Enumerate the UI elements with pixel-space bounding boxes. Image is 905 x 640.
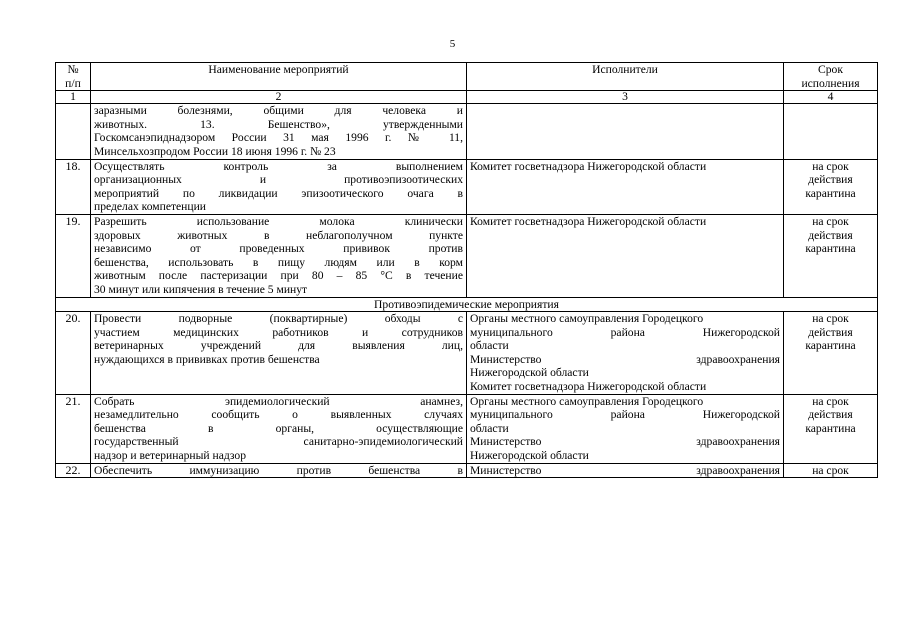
section-row [56,297,878,312]
measure-name [91,159,467,214]
text-line: Министерство здравоохранения [470,352,780,366]
executors-cell [467,214,784,297]
row-number [56,104,91,159]
text-line: муниципального района Нижегородской [470,325,780,339]
text-line: здоровых животных в неблагополучном пункте [94,228,463,242]
text-line: надзор и ветеринарный надзор [94,449,247,463]
text-line: Органы местного самоуправления Городецкого [470,394,704,408]
header-term [784,63,878,91]
text-line: на срок [812,312,849,326]
row-number: 19. [56,214,91,297]
text-line: действия [808,228,853,242]
text-line: нуждающихся в прививках против бешенства [94,352,320,366]
text-line: ветеринарных учреждений для выявления лиц, [94,339,463,353]
header-term-line2: исполнения [801,76,860,90]
header-row [56,63,878,91]
text-line: Комитет госветнадзора Нижегородской области [470,159,707,173]
term-cell [784,159,878,214]
text-line: Комитет госветнадзора Нижегородской области [470,214,707,228]
text-line: Минсельхозпродом России 18 июня 1996 г. № 23 [94,144,336,158]
text-line: карантина [805,421,856,435]
text-line: 30 минут или кипячения в течение 5 минут [94,282,308,296]
text-line: области [470,421,509,435]
row-number: 20. [56,312,91,395]
table-row [56,159,878,214]
term-cell [784,104,878,159]
column-index: 3 [467,91,784,104]
executors-cell [467,159,784,214]
text-line: заразными болезнями, общими для человека и [94,104,463,118]
text-line: Собрать эпидемиологический анамнез, [94,394,463,408]
text-line: муниципального района Нижегородской [470,408,780,422]
text-line: карантина [805,242,856,256]
text-line: на срок [812,159,849,173]
row-number: 18. [56,159,91,214]
text-line: незамедлительно сообщить о выявленных случаях [94,408,463,422]
header-term-line1: Срок [818,63,843,76]
table-row-continuation [56,104,878,159]
header-name: Наименование мероприятий [91,63,467,91]
measure-name [91,312,467,395]
executors-cell [467,394,784,463]
page-number: 5 [449,38,456,50]
text-line: карантина [805,186,856,200]
text-line: Органы местного самоуправления Городецкого [470,312,704,326]
executors-cell [467,463,784,478]
text-line: Министерство здравоохранения [470,463,780,477]
executors-cell [467,312,784,395]
text-line: пределах компетенции [94,200,207,214]
measure-name [91,394,467,463]
text-line: Нижегородской области [470,449,589,463]
measure-name [91,214,467,297]
text-line: Комитет госветнадзора Нижегородской области [470,380,707,394]
header-num-line1: № [67,63,79,76]
text-line: бешенства, использовать в пищу людям или в корм [94,255,463,269]
row-number: 22. [56,463,91,478]
text-line: животных. 13. Бешенство», утвержденными [94,117,463,131]
text-line: действия [808,325,853,339]
table-row [56,463,878,478]
header-num [56,63,91,91]
header-executors: Исполнители [467,63,784,91]
term-cell [784,463,878,478]
text-line: действия [808,173,853,187]
text-line: Разрешить использование молока клинически [94,214,463,228]
row-number: 21. [56,394,91,463]
table-row [56,214,878,297]
text-line: бешенства в органы, осуществляющие [94,421,463,435]
header-num-line2: п/п [65,76,81,90]
measures-table [55,62,878,478]
column-index-row [56,91,878,104]
text-line: области [470,339,509,353]
text-line: на срок [812,463,849,477]
text-line: на срок [812,214,849,228]
measure-name [91,104,467,159]
text-line: Госкомсанэпиднадзором России 31 мая 1996 г. № 11, [94,131,463,145]
term-cell [784,394,878,463]
executors-cell [467,104,784,159]
column-index: 4 [784,91,878,104]
term-cell [784,214,878,297]
text-line: участием медицинских работников и сотрудников [94,325,463,339]
term-cell [784,312,878,395]
text-line: Провести подворные (поквартирные) обходы с [94,312,463,326]
text-line: государственный санитарно-эпидемиологический [94,435,463,449]
table-row [56,312,878,395]
column-index: 2 [91,91,467,104]
text-line: карантина [805,339,856,353]
text-line: Обеспечить иммунизацию против бешенства в [94,463,463,477]
measure-name [91,463,467,478]
text-line: на срок [812,394,849,408]
section-title: Противоэпидемические мероприятия [56,297,878,312]
text-line: Осуществлять контроль за выполнением [94,159,463,173]
text-line: мероприятий по ликвидации эпизоотического очага в [94,186,463,200]
table-row [56,394,878,463]
text-line: животным после пастеризации при 80 – 85 °С в течение [94,269,463,283]
text-line: организационных и противоэпизоотических [94,173,463,187]
column-index: 1 [56,91,91,104]
text-line: Министерство здравоохранения [470,435,780,449]
text-line: действия [808,408,853,422]
text-line: Нижегородской области [470,366,589,380]
text-line: независимо от проведенных прививок против [94,242,463,256]
